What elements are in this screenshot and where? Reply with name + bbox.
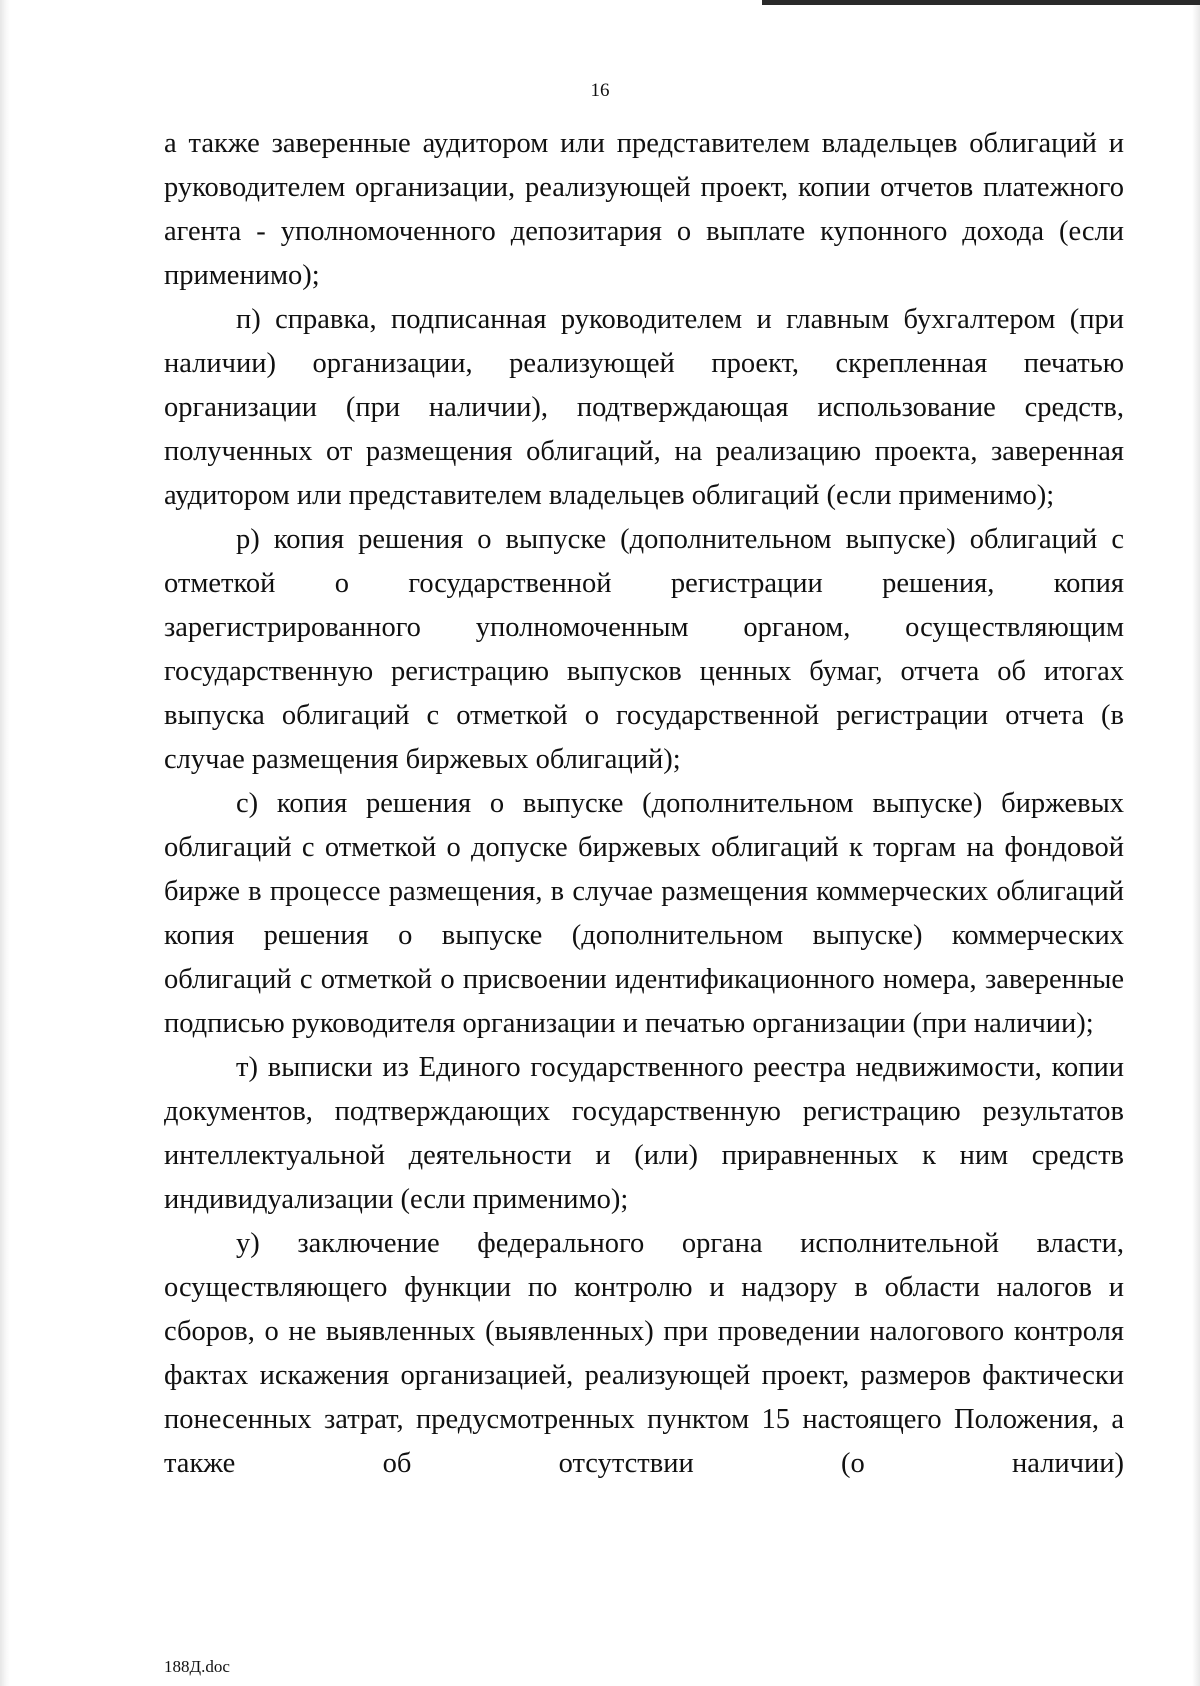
paragraph-item-p: п) справка, подписанная руководителем и главным бухгалтером (при наличии) организации, реализующей проект, скрепленная печатью организации (при наличии), подтверждающая использование средств, полученных от размещения облигаций, на реализацию проекта, заверенная аудитором или представителем владельцев облигаций (если применимо); — [164, 304, 1124, 511]
paragraph-continuation: а также заверенные аудитором или представителем владельцев облигаций и руководителем организации, реализующей проект, копии отчетов платежного агента - уполномоченного депозитария о выплате купонного дохода (если применимо); — [164, 128, 1124, 291]
paragraph-item-s: с) копия решения о выпуске (дополнительном выпуске) биржевых облигаций с отметкой о допуске биржевых облигаций к торгам на фондовой бирже в процессе размещения, в случае размещения коммерческих облигаций копия решения о выпуске (дополнительном выпуске) коммерческих облигаций с отметкой о присвоении идентификационного номера, заверенные подписью руководителя организации и печатью организации (при наличии); — [164, 788, 1124, 1039]
paragraph-item-t: т) выписки из Единого государственного реестра недвижимости, копии документов, подтверждающих государственную регистрацию результатов интеллектуальной деятельности и (или) приравненных к ним средств индивидуализации (если применимо); — [164, 1052, 1124, 1215]
document-body — [164, 122, 1124, 1486]
paragraph-item-u: у) заключение федерального органа исполнительной власти, осуществляющего функции по контролю и надзору в области налогов и сборов, о не выявленных (выявленных) при проведении налогового контроля фактах искажения организацией, реализующей проект, размеров фактически понесенных затрат, предусмотренных пунктом 15 настоящего Положения, а также об отсутствии (о наличии) — [164, 1228, 1124, 1479]
scan-edge-right — [1192, 0, 1200, 1686]
footer-file-code: 188Д.doc — [164, 1657, 230, 1676]
top-rule — [762, 0, 1200, 5]
scan-edge-left — [0, 0, 10, 1686]
page-number: 16 — [590, 80, 610, 101]
paragraph-item-r: р) копия решения о выпуске (дополнительном выпуске) облигаций с отметкой о государственной регистрации решения, копия зарегистрированного уполномоченным органом, осуществляющим государственную регистрацию выпусков ценных бумаг, отчета об итогах выпуска облигаций с отметкой о государственной регистрации отчета (в случае размещения биржевых облигаций); — [164, 524, 1124, 775]
